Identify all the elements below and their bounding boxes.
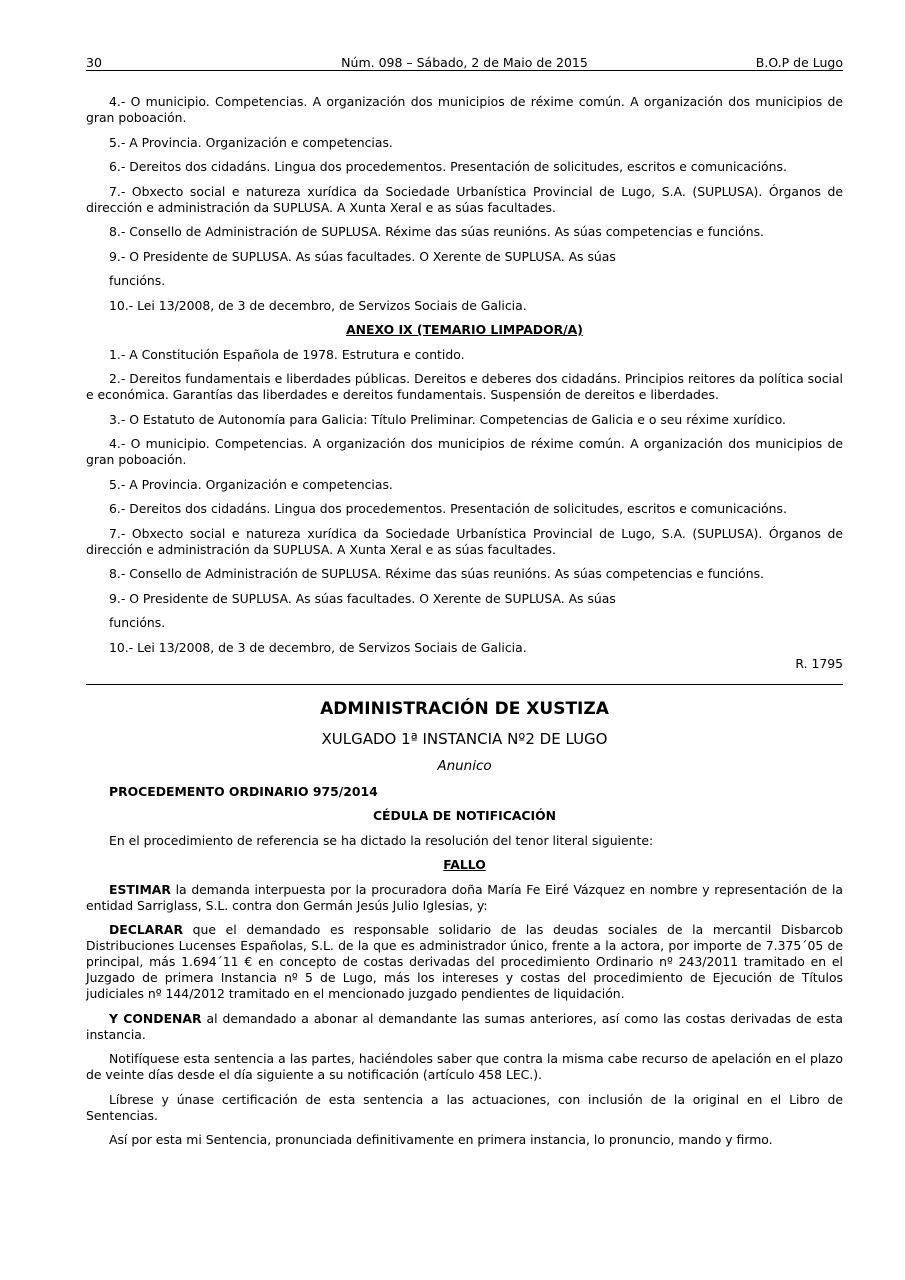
list-item: 1.- A Constitución Española de 1978. Estrutura e contido.: [109, 346, 465, 362]
annex9-title: ANEXO IX (TEMARIO LIMPADOR/A): [346, 322, 583, 337]
list-item: 5.- A Provincia. Organización e competencias.: [109, 476, 393, 492]
list-item: 10.- Lei 13/2008, de 3 de decembro, de Servizos Sociais de Galicia.: [109, 639, 527, 655]
closing-paragraph: Así por esta mi Sentencia, pronunciada definitivamente en primera instancia, lo pronuncio, mando y firmo.: [109, 1132, 773, 1147]
page-number: 30: [86, 55, 102, 70]
list-item: 7.- Obxecto social e natureza xurídica da Sociedade Urbanística Provincial de Lugo, S.A. (SUPLUSA). Órganos de dirección e administración da SUPLUSA. A Xunta Xeral e as súas facultades.: [86, 525, 843, 557]
page-header: [86, 52, 843, 71]
list-item: 9.- O Presidente de SUPLUSA. As súas facultades. O Xerente de SUPLUSA. As súas: [109, 590, 616, 606]
librese-paragraph: Líbrese y únase certificación de esta sentencia a las actuaciones, con inclusión de la original en el Libro de Sentencias.: [86, 1091, 843, 1123]
list-item: 8.- Consello de Administración de SUPLUSA. Réxime das súas reunións. As súas competencias e funcións.: [109, 566, 764, 581]
list-item: 4.- O municipio. Competencias. A organización dos municipios de réxime común. A organización dos municipios de gran poboación.: [86, 436, 843, 467]
section-title: ADMINISTRACIÓN DE XUSTIZA: [320, 698, 609, 719]
list-item: 4.- O municipio. Competencias. A organización dos municipios de réxime común. A organización dos municipios de gran poboación.: [86, 94, 843, 125]
document-body: [86, 94, 843, 1157]
notice-type: Anunico: [437, 757, 492, 774]
list-item: 5.- A Provincia. Organización e competencias.: [109, 134, 393, 150]
annex9: [86, 322, 843, 672]
reference-number: R. 1795: [795, 655, 843, 671]
list-item: 2.- Dereitos fundamentais e liberdades públicas. Dereitos e deberes dos cidadáns. Principios reitores da política social e económica. Garantías das liberdades e dereitos fundamentais. Suspensión de dereitos e liberdades.: [86, 371, 843, 402]
fallo-title: FALLO: [443, 857, 486, 872]
notifiquese-paragraph: Notifíquese esta sentencia a las partes, haciéndoles saber que contra la misma cabe recurso de apelación en el plazo de veinte días desde el día siguiente a su notificación (artículo 458 LEC.).: [86, 1051, 843, 1082]
list-item: 9.- O Presidente de SUPLUSA. As súas facultades. O Xerente de SUPLUSA. As súas: [109, 248, 616, 264]
list-item: 3.- O Estatuto de Autonomía para Galicia: Título Preliminar. Competencias de Galicia e o seu réxime xurídico.: [109, 411, 786, 427]
annex8-tail: [86, 94, 843, 314]
issue-info: Núm. 098 – Sábado, 2 de Maio de 2015: [341, 55, 588, 70]
declarar-paragraph: DECLARAR que el demandado es responsable solidario de las deudas sociales de la mercantil Disbarcob Distribuciones Lucenses Españolas, S.L. de la que es administrador único, frente a la actora, por importe de 7.375´05 de principal, más 1.694´11 € en concepto de costas derivadas del procedimiento Ordinario nº 243/2011 tramitado en el Juzgado de primera Instancia nº 5 de Lugo, más los intereses y costas del procedimiento de Ejecución de Títulos judiciales nº 144/2012 tramitado en el mencionado juzgado pendientes de liquidación.: [86, 922, 843, 1001]
list-item: 10.- Lei 13/2008, de 3 de decembro, de Servizos Sociais de Galicia.: [109, 297, 527, 313]
list-item: funcións.: [109, 273, 166, 288]
justice-section: [86, 699, 843, 1149]
list-item: 6.- Dereitos dos cidadáns. Lingua dos procedementos. Presentación de solicitudes, escritos e comunicacións.: [109, 501, 787, 516]
procedure-number: PROCEDEMENTO ORDINARIO 975/2014: [109, 783, 378, 799]
section-divider: [86, 684, 843, 685]
publication-name: B.O.P de Lugo: [755, 55, 843, 70]
list-item: 7.- Obxecto social e natureza xurídica da Sociedade Urbanística Provincial de Lugo, S.A. (SUPLUSA). Órganos de dirección e administración da SUPLUSA. A Xunta Xeral e as súas facultades.: [86, 183, 843, 215]
condenar-paragraph: Y CONDENAR al demandado a abonar al demandante las sumas anteriores, así como las costas derivadas de esta instancia.: [86, 1010, 843, 1042]
cedula-title: CÉDULA DE NOTIFICACIÓN: [372, 808, 557, 823]
intro-text: En el procedimiento de referencia se ha dictado la resolución del tenor literal siguiente:: [109, 832, 654, 848]
list-item: funcións.: [109, 615, 166, 630]
list-item: 8.- Consello de Administración de SUPLUSA. Réxime das súas reunións. As súas competencias e funcións.: [109, 224, 764, 239]
list-item: 6.- Dereitos dos cidadáns. Lingua dos procedementos. Presentación de solicitudes, escritos e comunicacións.: [109, 159, 787, 174]
court-name: XULGADO 1ª INSTANCIA Nº2 DE LUGO: [321, 729, 608, 748]
estimar-paragraph: ESTIMAR la demanda interpuesta por la procuradora doña María Fe Eiré Vázquez en nombre y representación de la entidad Sarriglass, S.L. contra don Germán Jesús Julio Iglesias, y:: [86, 881, 843, 913]
